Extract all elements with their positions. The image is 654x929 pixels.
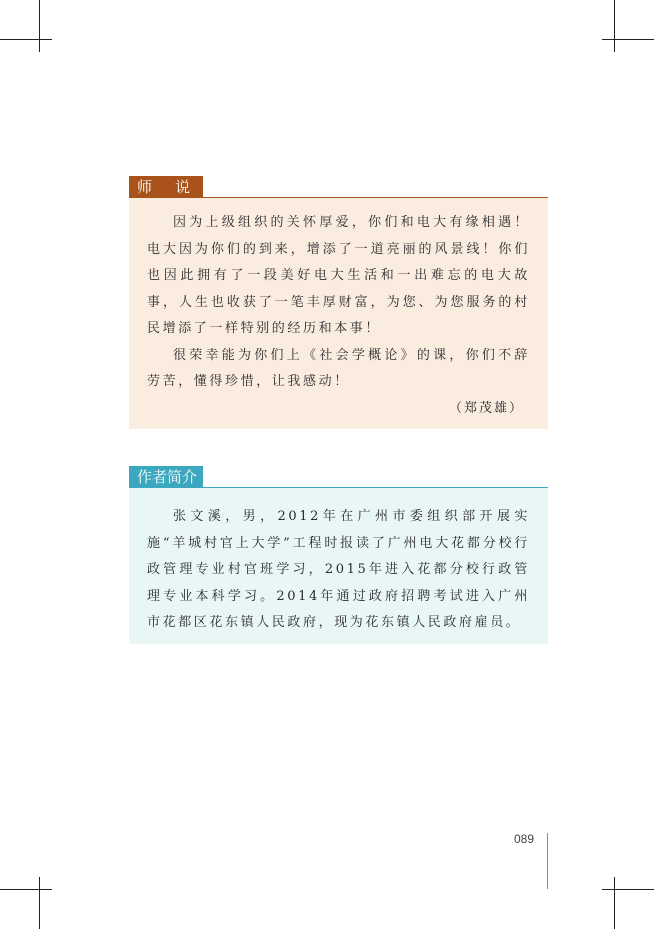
- page-number: 089: [513, 832, 534, 846]
- teacher-section-box: [129, 198, 548, 429]
- author-paragraph: 张文溪，男，2012年在广州市委组织部开展实施“羊城村官上大学”工程时报读了广州电大花都分校行政管理专业村官班学习，2015年进入花都分校行政管理专业本科学习。2014年通过政府招聘考试进入广州市花都区花东镇人民政府，现为花东镇人民政府雇员。: [147, 509, 530, 630]
- teacher-signature: （郑茂雄）: [448, 400, 524, 416]
- crop-mark-top-right-horizontal: [602, 39, 654, 40]
- teacher-paragraph-2: 很荣幸能为你们上《社会学概论》的课，你们不辞劳苦，懂得珍惜，让我感动！: [147, 347, 530, 389]
- page-number-rule: [547, 833, 548, 889]
- crop-mark-top-left-horizontal: [0, 39, 52, 40]
- author-section-title: 作者简介: [129, 466, 203, 488]
- teacher-section-title: 师 说: [129, 176, 203, 198]
- crop-mark-bottom-right-horizontal: [602, 889, 654, 890]
- crop-mark-bottom-right-vertical: [614, 877, 615, 929]
- crop-mark-bottom-left-vertical: [39, 877, 40, 929]
- crop-mark-bottom-left-horizontal: [0, 889, 52, 890]
- crop-mark-top-right-vertical: [614, 0, 615, 52]
- crop-mark-top-left-vertical: [39, 0, 40, 52]
- author-section-box: [129, 488, 548, 644]
- teacher-paragraph-1: 因为上级组织的关怀厚爱，你们和电大有缘相遇！电大因为你们的到来，增添了一道亮丽的风景线！你们也因此拥有了一段美好电大生活和一出难忘的电大故事，人生也收获了一笔丰厚财富，为您、为您服务的村民增添了一样特别的经历和本事！: [147, 215, 530, 336]
